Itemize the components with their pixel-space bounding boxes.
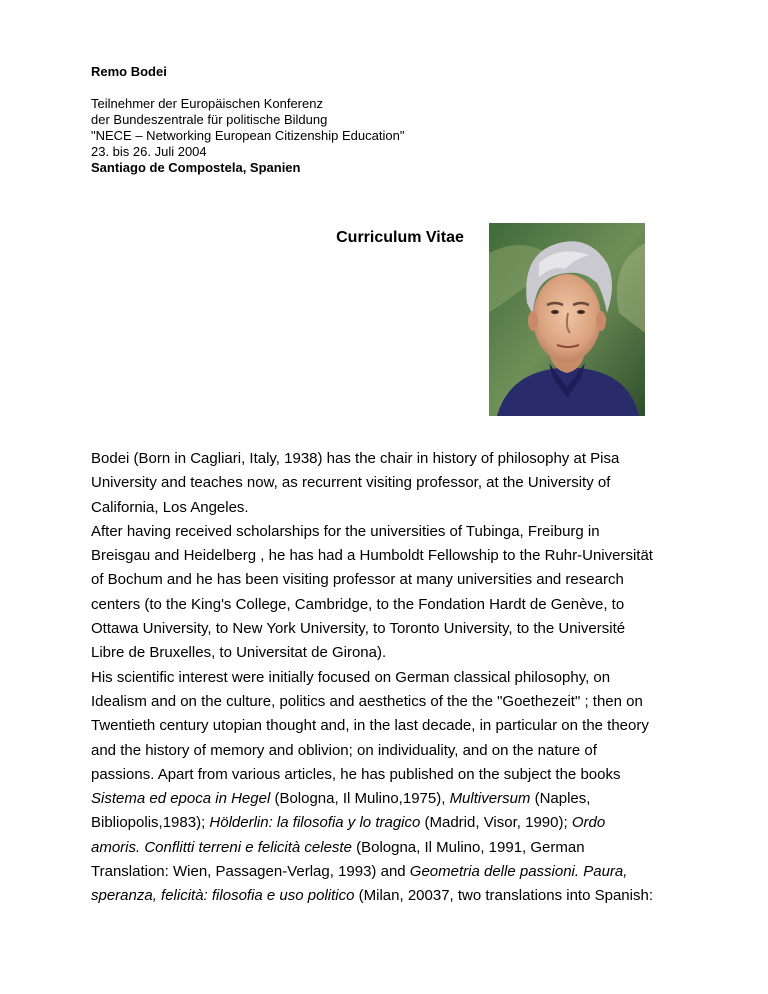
header-line: 23. bis 26. Juli 2004 [91, 144, 207, 159]
book-title: Ordo [571, 814, 606, 832]
book-title: speranza, felicità: filosofia e uso politico [91, 887, 355, 905]
text-run: Idealism and on the culture, politics and aesthetics of the the "Goethezeit" ; then on [91, 692, 643, 710]
header-line: Teilnehmer der Europäischen Konferenz [91, 96, 323, 111]
text-run: Bibliopolis,1983); [91, 814, 210, 832]
book-title: Hölderlin: la filosofia y lo tragico [209, 814, 421, 832]
body-line [91, 544, 691, 568]
body-line [91, 520, 691, 544]
biography-text [91, 447, 691, 909]
text-run: and the history of memory and oblivion; on individuality, and on the nature of [91, 741, 597, 759]
body-line [91, 593, 691, 617]
header-line: "NECE – Networking European Citizenship Education" [91, 128, 405, 143]
text-run: Libre de Bruxelles, to Universitat de Girona). [91, 644, 387, 662]
text-run: After having received scholarships for the universities of Tubinga, Freiburg in [91, 522, 600, 540]
book-title: Multiversum [449, 790, 531, 808]
body-line [91, 641, 691, 665]
body-line [91, 884, 691, 908]
body-line [91, 787, 691, 811]
body-line [91, 690, 691, 714]
document-header [91, 64, 691, 176]
text-run: Translation: Wien, Passagen-Verlag, 1993) and [91, 863, 410, 881]
text-run: Bodei (Born in Cagliari, Italy, 1938) has the chair in history of philosophy at Pisa [91, 450, 620, 467]
text-run: Twentieth century utopian thought and, in the last decade, in particular on the theory [91, 717, 649, 735]
text-run: University and teaches now, as recurrent visiting professor, at the University of [91, 474, 611, 492]
text-run: (Naples, [530, 790, 591, 808]
body-line [91, 496, 691, 520]
book-title: amoris. Conflitti terreni e felicità celeste [91, 838, 352, 856]
body-line [91, 860, 691, 884]
text-run: Ottawa University, to New York University, to Toronto University, to the Université [91, 620, 626, 638]
author-name: Remo Bodei [91, 64, 167, 79]
body-line [91, 568, 691, 592]
text-run: (Milan, 20037, two translations into Spanish: [354, 887, 653, 905]
body-line [91, 666, 691, 690]
text-run: Breisgau and Heidelberg , he has had a Humboldt Fellowship to the Ruhr-Universität [91, 547, 653, 565]
body-line [91, 811, 691, 835]
body-line [91, 714, 691, 738]
header-location: Santiago de Compostela, Spanien [91, 160, 301, 175]
text-run: passions. Apart from various articles, he has published on the subject the books [91, 765, 621, 783]
header-line: der Bundeszentrale für politische Bildung [91, 112, 328, 127]
body-line [91, 763, 691, 787]
text-run: (Bologna, Il Mulino,1975), [270, 790, 450, 808]
portrait-photo [489, 223, 645, 416]
book-title: Sistema ed epoca in Hegel [91, 790, 271, 808]
body-line [91, 836, 691, 860]
text-run: California, Los Angeles. [91, 498, 249, 516]
book-title: Geometria delle passioni. Paura, [409, 863, 628, 881]
text-run: centers (to the King's College, Cambridge, to the Fondation Hardt de Genève, to [91, 595, 625, 613]
text-run: of Bochum and he has been visiting professor at many universities and research [91, 571, 624, 589]
page-title: Curriculum Vitae [336, 229, 464, 246]
body-line [91, 447, 691, 471]
text-run: (Madrid, Visor, 1990); [420, 814, 572, 832]
body-line [91, 617, 691, 641]
body-line [91, 739, 691, 763]
body-line [91, 471, 691, 495]
text-run: His scientific interest were initially focused on German classical philosophy, on [91, 668, 611, 686]
text-run: (Bologna, Il Mulino, 1991, German [351, 838, 585, 856]
